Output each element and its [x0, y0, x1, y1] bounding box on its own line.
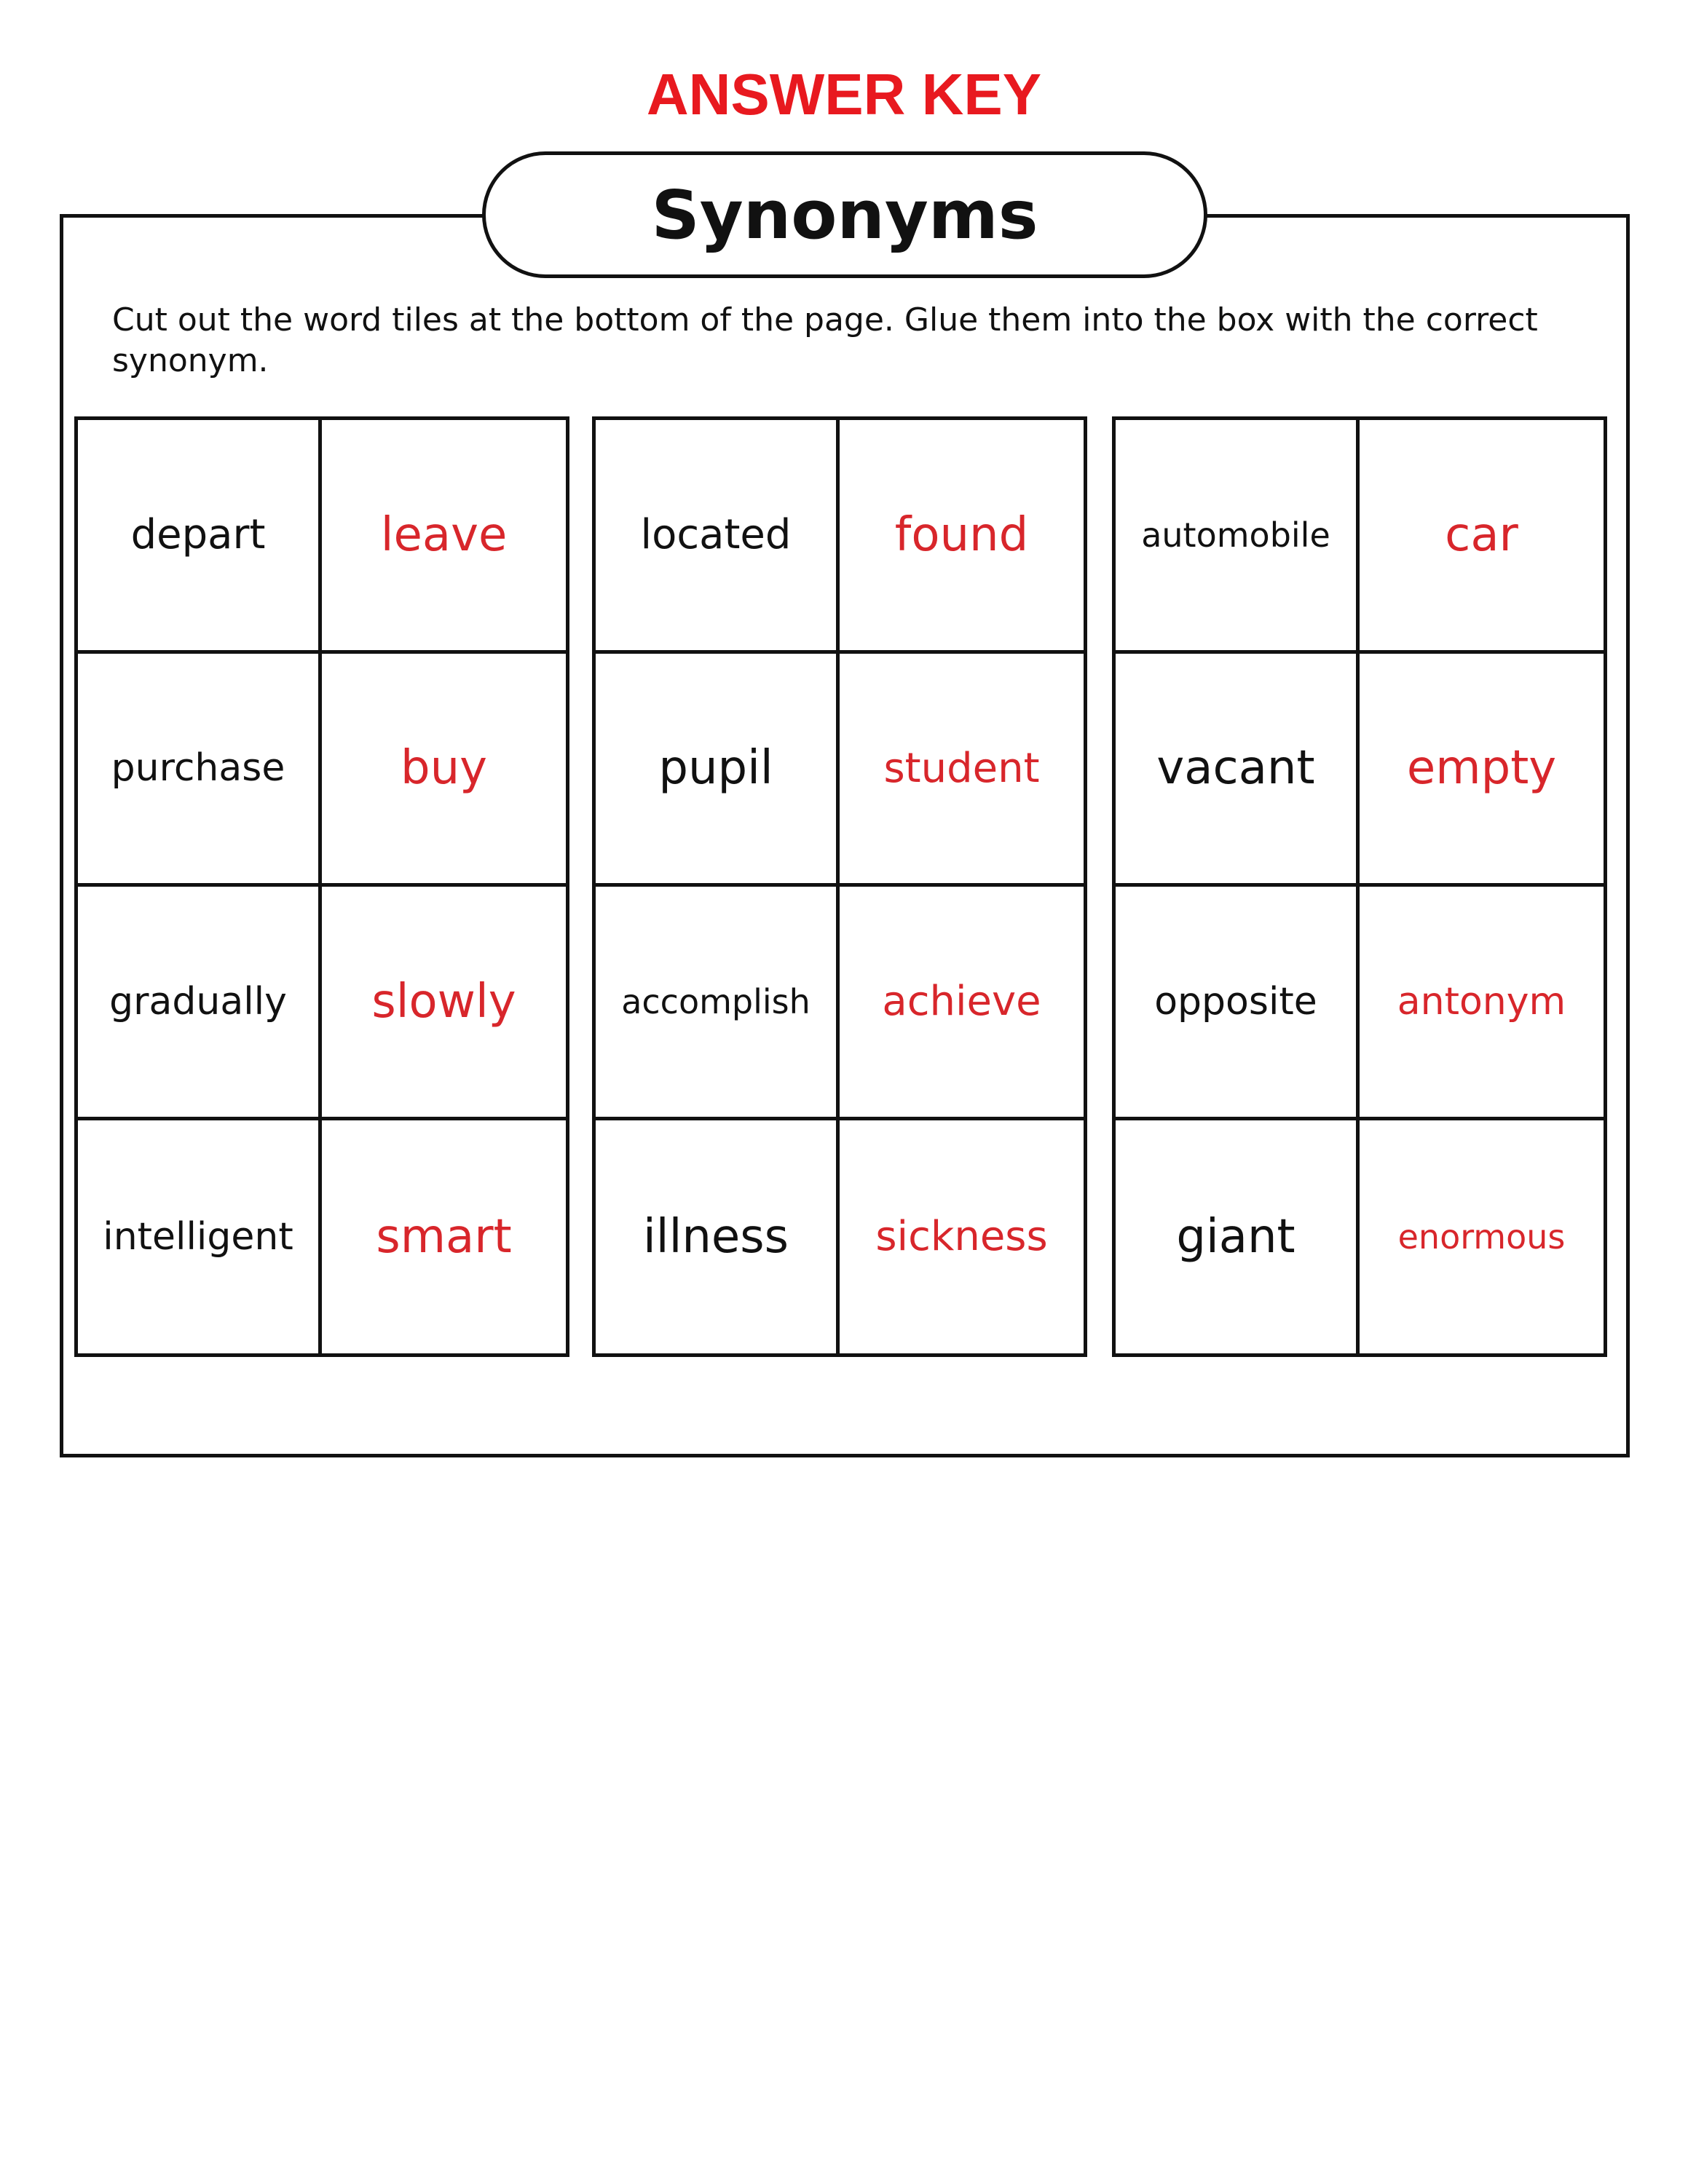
word-cell: gradually	[78, 887, 322, 1120]
answer-cell: car	[1360, 420, 1604, 654]
answer-cell: smart	[376, 1209, 512, 1264]
answer-key-heading: ANSWER KEY	[646, 62, 1042, 127]
answer-cell: leave	[322, 420, 566, 654]
answer-cell: sickness	[875, 1213, 1048, 1261]
answer-cell: found	[840, 420, 1084, 654]
synonym-grid-2	[592, 416, 1087, 1357]
word-cell: intelligent	[78, 1120, 322, 1354]
answer-cell: enormous	[1397, 1216, 1566, 1257]
answer-cell: student	[840, 654, 1084, 887]
answer-cell: slowly	[322, 887, 566, 1120]
answer-cell: buy	[322, 654, 566, 887]
answer-cell: achieve	[840, 887, 1084, 1120]
instructions-text: Cut out the word tiles at the bottom of the page. Glue them into the box with the correct synonym.	[112, 301, 1538, 379]
word-cell: giant	[1116, 1120, 1360, 1354]
word-cell: located	[596, 420, 840, 654]
answer-cell: empty	[1360, 654, 1604, 887]
word-cell: illness	[596, 1120, 840, 1354]
word-cell: opposite	[1116, 887, 1360, 1120]
word-cell: automobile	[1116, 420, 1360, 654]
worksheet-title: Synonyms	[482, 151, 1207, 278]
synonym-grid-1	[74, 416, 569, 1357]
word-cell: vacant	[1116, 654, 1360, 887]
word-cell: accomplish	[596, 887, 840, 1120]
word-cell: pupil	[596, 654, 840, 887]
answer-cell: antonym	[1360, 887, 1604, 1120]
word-cell: depart	[78, 420, 322, 654]
synonym-grid-3	[1112, 416, 1607, 1357]
word-cell: purchase	[78, 654, 322, 887]
